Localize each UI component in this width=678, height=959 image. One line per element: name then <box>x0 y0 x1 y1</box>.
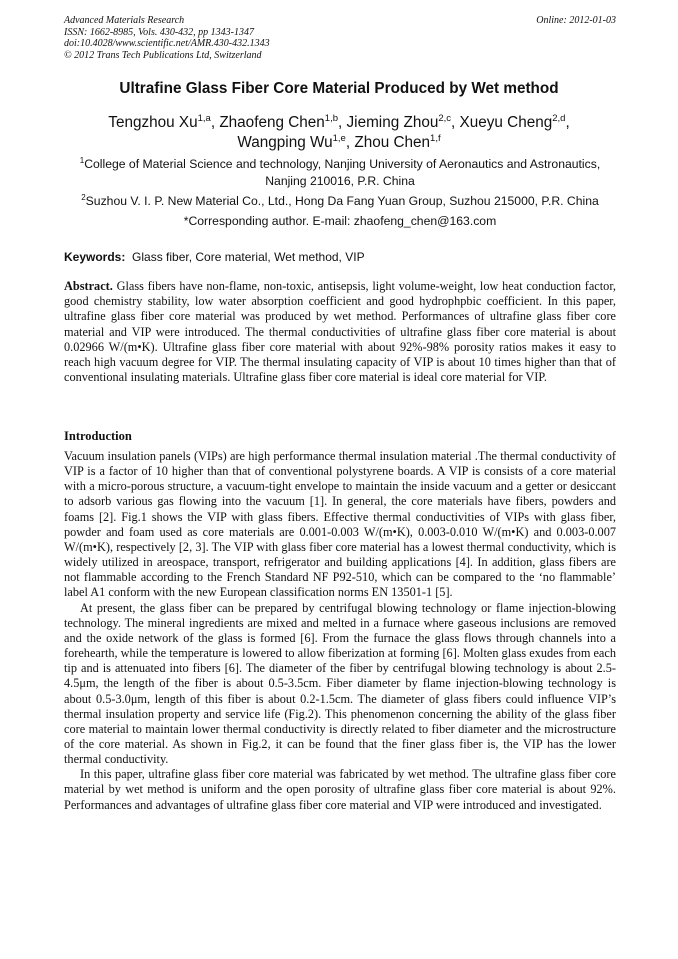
section-heading-introduction: Introduction <box>64 429 132 443</box>
author-affiliation-mark: 2,d <box>552 112 566 124</box>
author-separator: , <box>565 114 570 131</box>
author-list <box>60 113 618 153</box>
author-separator: , <box>451 114 460 131</box>
author <box>219 114 346 131</box>
author-name: Zhou Chen <box>354 134 431 151</box>
affiliation <box>64 193 616 210</box>
author-name: Xueyu Cheng <box>459 114 553 131</box>
abstract <box>64 279 616 385</box>
author-name: Tengzhou Xu <box>108 114 198 131</box>
author-affiliation-mark: 1,b <box>324 112 339 124</box>
author-separator: , <box>338 114 347 131</box>
affiliation-number: 1 <box>79 155 85 165</box>
author-separator: , <box>345 134 355 151</box>
author-separator: , <box>210 114 220 131</box>
affiliation-text: Suzhou V. I. P. New Material Co., Ltd., Hong Da Fang Yuan Group, Suzhou 215000, P.R. China <box>85 194 599 208</box>
author <box>237 134 354 151</box>
copyright-line: © 2012 Trans Tech Publications Ltd, Switzerland <box>64 49 262 61</box>
keywords <box>64 250 616 264</box>
introduction-body <box>64 449 616 813</box>
author-affiliation-mark: 1,a <box>197 112 211 124</box>
paragraph: Vacuum insulation panels (VIPs) are high performance thermal insulation material .The thermal conductivity of VIP is a factor of 10 higher than that of conventional polystyrene boards. A VIP is consists of a core material with a micro-porous structure, a vacuum-tight envelope to maintain the inside vacuum and a getter or desiccant to adsorb various gas flowing into the vacuum [1]. In general, the core materials have fibers, powders and foams [2]. Fig.1 shows the VIP with glass fibers. Effective thermal conductivities of VIPs with glass fiber, powder and foam used as core materials are 0.001-0.003 W/(m•K), 0.003-0.010 W/(m•K) and 0.003-0.007 W/(m•K), respectively [2, 3]. The VIP with glass fiber core material has a lowest thermal conductivity, which is widely utilized in areospace, transport, refrigerator and building applications [4]. In addition, glass fibers are not flammable according to the French Standard NF P92-510, which can be compared to the ‘no flammable’ label A1 conform with the new European classification norms EN 13501-1 [5]. <box>64 449 616 600</box>
author <box>460 114 570 131</box>
paper-title: Ultrafine Glass Fiber Core Material Produced by Wet method <box>119 80 559 97</box>
author <box>108 114 219 131</box>
abstract-label: Abstract. <box>64 279 113 293</box>
issn-line: ISSN: 1662-8985, Vols. 430-432, pp 1343-1347 <box>64 26 254 38</box>
author <box>354 134 440 151</box>
author-name: Zhaofeng Chen <box>219 114 325 131</box>
journal-header <box>64 15 616 61</box>
corresponding-author: *Corresponding author. E-mail: zhaofeng_chen@163.com <box>183 214 497 228</box>
author-affiliation-mark: 2,c <box>438 112 452 124</box>
affiliation-number: 2 <box>81 192 86 202</box>
paragraph: In this paper, ultrafine glass fiber core material was fabricated by wet method. The ultrafine glass fiber core material by wet method is uniform and the open porosity of ultrafine glass fiber core material is about 92%. Performances and advantages of ultrafine glass fiber core material and VIP were introduced and investigated. <box>64 767 616 812</box>
author-affiliation-mark: 1,f <box>430 132 441 144</box>
author-affiliation-mark: 1,e <box>332 132 346 144</box>
keywords-label: Keywords: <box>64 250 126 264</box>
paragraph: At present, the glass fiber can be prepared by centrifugal blowing technology or flame injection-blowing technology. The mineral ingredients are mixed and melted in a furnace where gaseous inclusions are removed and the oxide network of the glass is formed [6]. From the furnace the glass flows through channels into a forehearth, while the temperature is lowered to allow fiberization at forming [6]. Molten glass exudes from each tip and is attenuated into fibers [6]. The diameter of the fiber by centrifugal blowing technology is about 2.5-4.5μm, the length of the fiber is about 0.5-3.5cm. Fiber diameter by flame injection-blowing technology is about 0.5-3.0μm, length of this fiber is about 0.2-1.5cm. The diameter of glass fibers could influence VIP’s thermal insulation property and service life (Fig.2). This phenomenon concerning the ability of the glass fiber core material to maintain lower thermal conductivity is directly related to fiber diameter and the microstructure of the core material. As shown in Fig.2, it can be found that the finer glass fiber is, the VIP has the lower thermal conductivity. <box>64 600 616 767</box>
doi-line: doi:10.4028/www.scientific.net/AMR.430-432.1343 <box>64 38 270 49</box>
keywords-text: Glass fiber, Core material, Wet method, VIP <box>132 250 365 264</box>
affiliation <box>64 156 616 189</box>
affiliation-text: College of Material Science and technology, Nanjing University of Aeronautics and Astronautics, Nanjing 210016, P.R. China <box>84 157 601 188</box>
journal-name: Advanced Materials Research <box>64 15 185 26</box>
author <box>347 114 460 131</box>
abstract-text: Glass fibers have non-flame, non-toxic, antisepsis, light volume-weight, low heat conduction factor, good chemistry stability, low water absorption coefficient and good hydrophpbic coefficient. In this paper, ultrafine glass fiber core material was produced by wet method. Performances of ultrafine glass fiber core material and VIP were introduced. The thermal conductivities of ultrafine glass fiber core material is about 0.02966 W/(m•K). Ultrafine glass fiber core material with about 92%-98% porosity ratios makes it easy to reach high vacuum degree for VIP. The thermal insulating capacity of VIP is about 10 times higher than that of conventional insulating materials. Ultrafine glass fiber core material is ideal core material for VIP. <box>64 279 616 385</box>
author-name: Jieming Zhou <box>346 114 439 131</box>
online-date: Online: 2012-01-03 <box>536 15 616 26</box>
author-name: Wangping Wu <box>237 134 333 151</box>
